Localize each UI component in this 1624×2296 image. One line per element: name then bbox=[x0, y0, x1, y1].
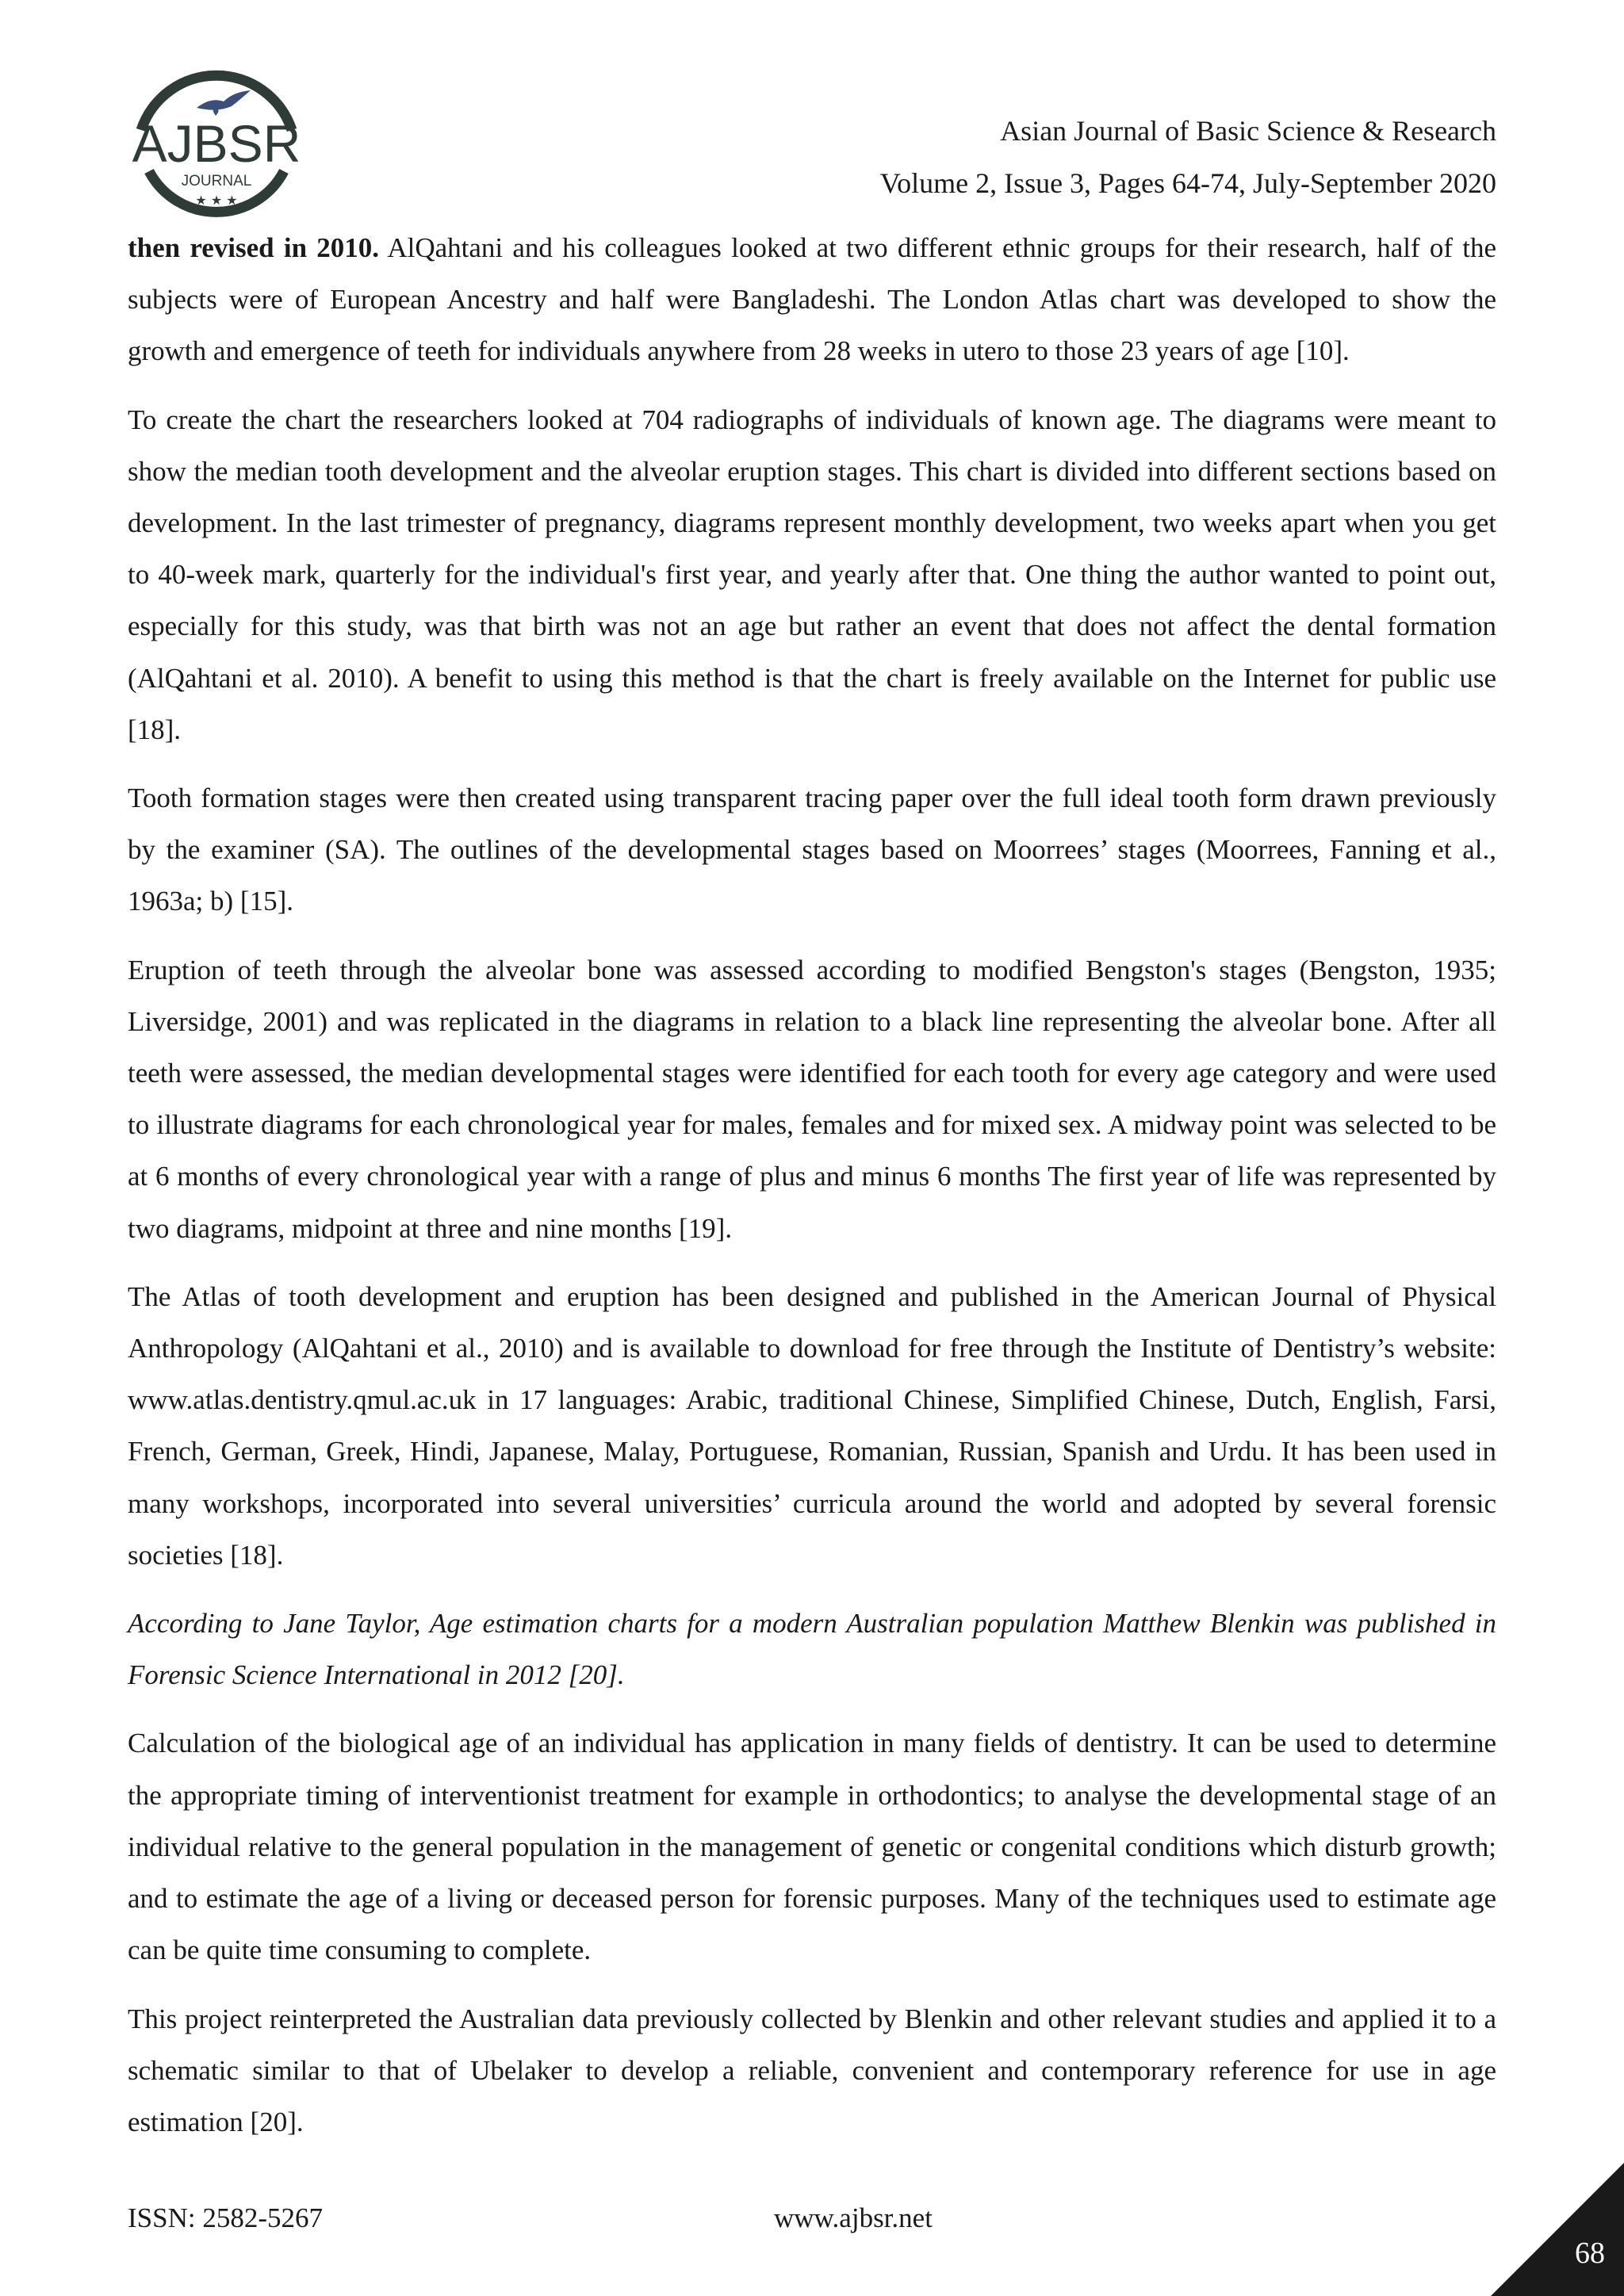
paragraph-1-bold: then revised in 2010. bbox=[128, 232, 380, 263]
website-link[interactable]: www.ajbsr.net bbox=[774, 2202, 933, 2233]
paragraph-7: Calculation of the biological age of an individual has application in many fields of dentistry. It can be used to determine the appropriate timing of interventionist treatment for example in orthodontics; to analyse the developmental stage of an individual relative to the general population in the management of genetic or congenital conditions which disturb growth; and to estimate the age of a living or deceased person for forensic purposes. Many of the techniques used to estimate age can be quite time consuming to complete. bbox=[128, 1728, 1496, 1966]
logo-subtitle: JOURNAL bbox=[181, 173, 252, 189]
volume-info: Volume 2, Issue 3, Pages 64-74, July-September 2020 bbox=[879, 167, 1496, 199]
paragraph-1 bbox=[128, 222, 1496, 377]
paragraph-2: To create the chart the researchers looked at 704 radiographs of individuals of known age. The diagrams were meant to show the median tooth development and the alveolar eruption stages. This chart is divided into different sections based on development. In the last trimester of pregnancy, diagrams represent monthly development, two weeks apart when you get to 40-week mark, quarterly for the individual's first year, and yearly after that. One thing the author wanted to point out, especially for this study, was that birth was not an age but rather an event that does not affect the dental formation (AlQahtani et al. 2010). A benefit to using this method is that the chart is freely available on the Internet for public use [18]. bbox=[128, 404, 1496, 745]
issn: ISSN: 2582-5267 bbox=[128, 2202, 323, 2233]
logo-letters: AJBSR bbox=[132, 114, 301, 173]
bird-icon bbox=[197, 90, 251, 116]
page-corner bbox=[1491, 2163, 1624, 2296]
paragraph-8: This project reinterpreted the Australian data previously collected by Blenkin and other relevant studies and applied it to a schematic similar to that of Ubelaker to develop a reliable, convenient and contemporary reference for use in age estimation [20]. bbox=[128, 2003, 1496, 2137]
journal-header bbox=[880, 105, 1496, 209]
logo-stars: ★ ★ ★ bbox=[195, 193, 238, 208]
paragraph-1-text: AlQahtani and his colleagues looked at two different ethnic groups for their research, half of the subjects were of European Ancestry and half were Bangladeshi. The London Atlas chart was developed to show the growth and emergence of teeth for individuals anywhere from 28 weeks in utero to those 23 years of age [10]. bbox=[128, 232, 1496, 367]
journal-logo bbox=[117, 60, 316, 227]
paragraph-5: The Atlas of tooth development and eruption has been designed and published in the American Journal of Physical Anthropology (AlQahtani et al., 2010) and is available to download for free through the Institute of Dentistry’s website: www.atlas.dentistry.qmul.ac.uk in 17 languages: Arabic, traditional Chinese, Simplified Chinese, Dutch, English, Farsi, French, German, Greek, Hindi, Japanese, Malay, Portuguese, Romanian, Russian, Spanish and Urdu. It has been used in many workshops, incorporated into several universities’ curricula around the world and adopted by several forensic societies [18]. bbox=[128, 1280, 1496, 1571]
paragraph-3: Tooth formation stages were then created using transparent tracing paper over the full ideal tooth form drawn previously by the examiner (SA). The outlines of the developmental stages based on Moorrees’ stages (Moorrees, Fanning et al., 1963a; b) [15]. bbox=[128, 783, 1496, 917]
journal-name: Asian Journal of Basic Science & Research bbox=[1000, 115, 1496, 147]
article-body bbox=[128, 222, 1496, 2164]
paragraph-4: Eruption of teeth through the alveolar bone was assessed according to modified Bengston's stages (Bengston, 1935; Liversidge, 2001) and was replicated in the diagrams in relation to a black line representing the alveolar bone. After all teeth were assessed, the median developmental stages were identified for each tooth for every age category and were used to illustrate diagrams for each chronological year for males, females and for mixed sex. A midway point was selected to be at 6 months of every chronological year with a range of plus and minus 6 months The first year of life was represented by two diagrams, midpoint at three and nine months [19]. bbox=[128, 954, 1496, 1244]
page-number: 68 bbox=[1575, 2237, 1605, 2270]
paragraph-6-italic: According to Jane Taylor, Age estimation charts for a modern Australian population Matthew Blenkin was published in Forensic Science International in 2012 [20]. bbox=[128, 1608, 1496, 1691]
